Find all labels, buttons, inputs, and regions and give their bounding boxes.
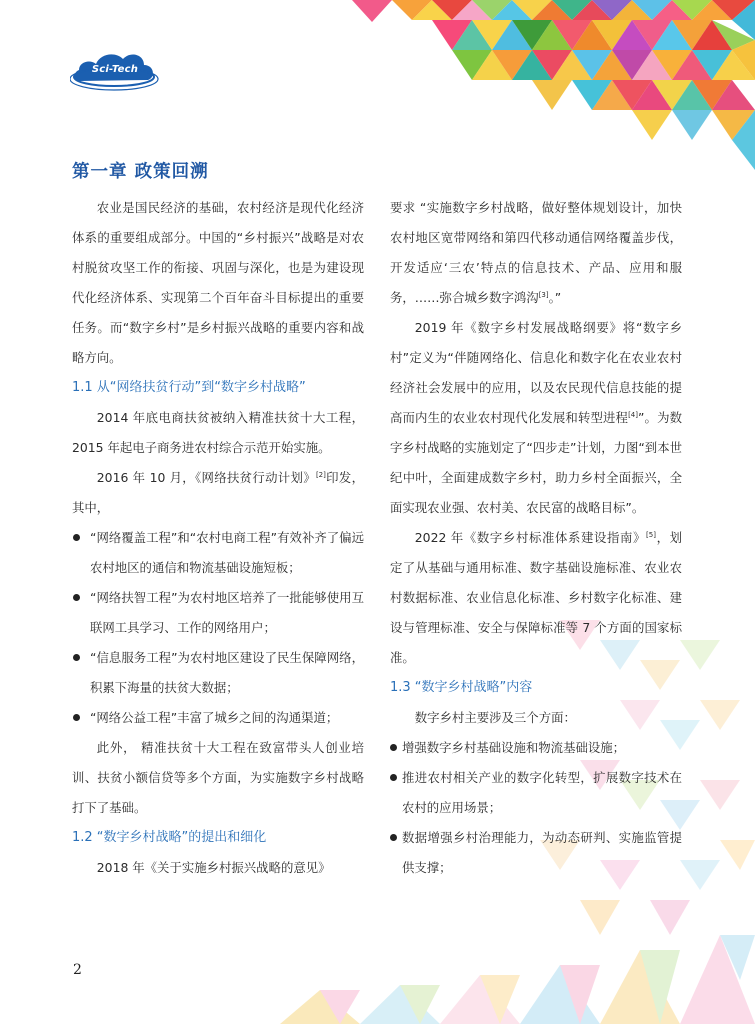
bottom-triangles [280,900,755,1024]
sec2-p2-end: ”。为数字乡村战略的实施划定了“四步走”计划，力图“到本世纪中叶，全面建成数字乡村，助力乡村全面振兴，全面实现农业强、农村美、农民富的战略目标”。 [390,410,683,515]
sec1-paragraph-2 [72,463,364,523]
chapter-title: 第一章 政策回溯 [72,162,209,182]
list-item: “网络覆盖工程”和“农村电商工程”有效补齐了偏远农村地区的通信和物流基础设施短板； [72,523,364,583]
project-bullet-list [72,523,364,733]
sec1-p2-end: 印发，其中， [72,470,364,515]
sec2-p3-end: ，划定了从基础与通用标准、数字基础设施标准、农业农村数据标准、农业信息化标准、乡村数字化标准、建设与管理标准、安全与保障标准等 7 个方面的国家标准。 [390,530,682,665]
citation-5: [5] [646,530,656,539]
sec2-p3-text: 2022 年《数字乡村标准体系建设指南》 [414,530,647,545]
sec2-paragraph-1: 2018 年《关于实施乡村振兴战略的意见》 [96,860,331,875]
section-1-1-heading: 1.1 从“网络扶贫行动”到“数字乡村战略” [72,380,306,395]
top-right-triangles [352,0,755,170]
list-item: “网络扶智工程”为农村地区培养了一批能够使用互联网工具学习、工作的网络用户； [72,583,364,643]
content-bullet-list [390,733,682,883]
sec1-paragraph-3: 此外， 精准扶贫十大工程在致富带头人创业培训、扶贫小额信贷等多个方面，为实施数字乡村战略打下了基础。 [72,740,364,815]
sec2-cont-text: 要求 “实施数字乡村战略，做好整体规划设计，加快农村地区宽带网络和第四代移动通信网络覆盖步伐，开发适应‘三农’特点的信息技术、产品、应用和服务，……弥合城乡数字鸿沟 [390,200,682,305]
citation-4: [4] [628,410,638,419]
logo-text: Sci-Tech [91,64,139,75]
sec2-continuation [390,193,682,313]
sec3-intro: 数字乡村主要涉及三个方面： [414,710,576,725]
section-1-2-heading: 1.2 “数字乡村战略”的提出和细化 [72,830,267,845]
sec1-paragraph-1: 2014 年底电商扶贫被纳入精准扶贫十大工程，2015 年起电子商务进农村综合示范开始实施。 [72,410,364,455]
sec2-p2-text: 2019 年《数字乡村发展战略纲要》将“数字乡村”定义为“伴随网络化、信息化和数字化在农业农村经济社会发展中的应用，以及农民现代信息技能的提高而内生的农业农村现代化发展和转型进程 [390,320,682,425]
page-number: 2 [73,962,82,978]
list-item: 增强数字乡村基础设施和物流基础设施； [390,733,682,763]
sec2-cont-end: 。” [548,290,562,305]
left-column [72,193,364,883]
section-1-3-heading: 1.3 “数字乡村战略”内容 [390,680,533,695]
citation-3: [3] [538,290,549,299]
list-item: 推进农村相关产业的数字化转型，扩展数字技术在农村的应用场景； [390,763,682,823]
sec2-paragraph-3 [390,523,682,673]
intro-paragraph: 农业是国民经济的基础，农村经济是现代化经济体系的重要组成部分。中国的“乡村振兴”战略是对农村脱贫攻坚工作的衔接、巩固与深化，也是为建设现代化经济体系、实现第二个百年奋斗目标提出的重要任务。而“数字乡村”是乡村振兴战略的重要内容和战略方向。 [72,200,364,365]
sec2-paragraph-2 [390,313,682,523]
list-item: 数据增强乡村治理能力，为动态研判、实施监管提供支撑； [390,823,682,883]
sec1-p2-text: 2016 年 10 月，《网络扶贫行动计划》 [96,470,316,485]
citation-2: [2] [315,470,326,479]
list-item: “信息服务工程”为农村地区建设了民生保障网络，积累下海量的扶贫大数据； [72,643,364,703]
list-item: “网络公益工程”丰富了城乡之间的沟通渠道； [72,703,364,733]
right-column [390,193,682,883]
